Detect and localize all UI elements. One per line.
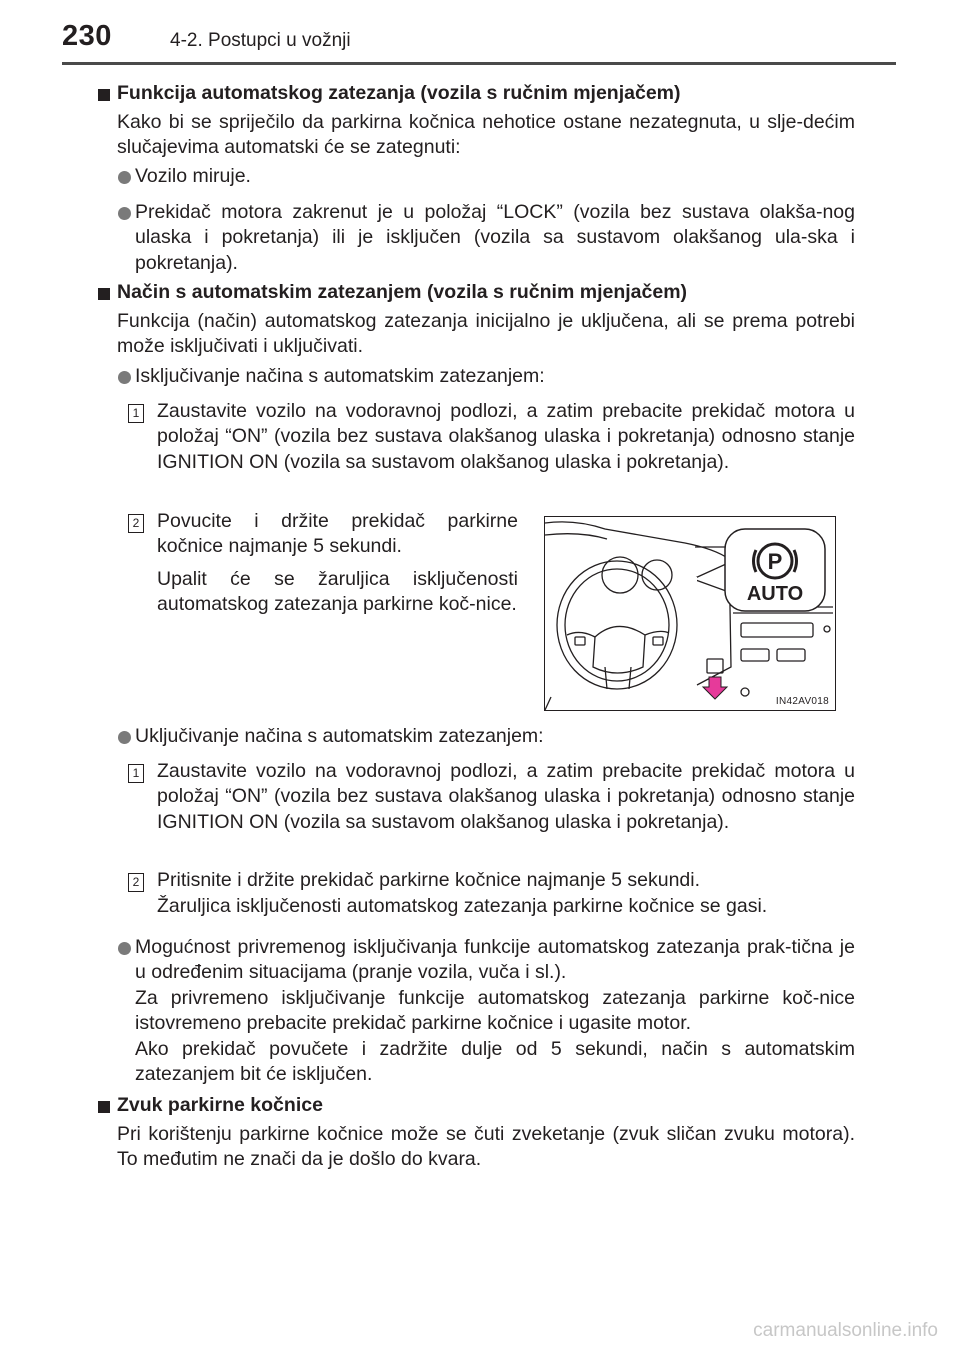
dashboard-illustration — [544, 516, 836, 711]
bullet-engine-switch: Prekidač motora zakrenut je u položaj “LOCK” (vozila bez sustava olakša-nog ulaska i pokretanja) ili je isključen (vozila sa sustavom olakšanog ula-ska i pokretanja). — [135, 201, 855, 274]
brake-sound-text: Pri korištenju parkirne kočnice može se čuti zveketanje (zvuk sličan zvuku motora). To međutim ne znači da je došlo do kvara. — [117, 1123, 855, 1171]
figure-code: IN42AV018 — [775, 696, 829, 707]
bullet-dot-icon — [118, 171, 131, 184]
heading-square-icon — [98, 288, 110, 300]
bullet-dot-icon — [118, 207, 131, 220]
step-number-box: 2 — [128, 514, 144, 533]
step-number-box: 1 — [128, 404, 144, 423]
disable-step-2: Povucite i držite prekidač parkirne kočnice najmanje 5 sekundi. — [157, 510, 518, 558]
enable-step-1: Zaustavite vozilo na vodoravnoj podlozi, a zatim prebacite prekidač motora u položaj “ON” (vozila bez sustava olakšanog ulaska i pokretanja) odnosno stanje IGNITION ON (vozila sa sustavom olakšanog ulaska i pokretanja). — [157, 760, 855, 833]
enable-step-2-line-1: Pritisnite i držite prekidač parkirne kočnice najmanje 5 sekundi. — [157, 869, 701, 891]
indicator-auto-text: AUTO — [746, 583, 804, 605]
step-number-box: 1 — [128, 764, 144, 783]
heading-square-icon — [98, 1101, 110, 1113]
disable-label: Isključivanje načina s automatskim zatezanjem: — [135, 365, 545, 387]
disable-step-1: Zaustavite vozilo na vodoravnoj podlozi, a zatim prebacite prekidač motora u položaj “ON” (vozila bez sustava olakšanog ulaska i pokretanja) odnosno stanje IGNITION ON (vozila sa sustavom olakšanog ulaska i pokretanja). — [157, 400, 855, 473]
bullet-vehicle-stationary: Vozilo miruje. — [135, 165, 251, 187]
disable-step-2-note: Upalit će se žaruljica isključenosti automatskog zatezanja parkirne koč-nice. — [157, 568, 518, 616]
heading-auto-mode: Način s automatskim zatezanjem (vozila s ručnim mjenjačem) — [117, 281, 688, 303]
section-title: 4-2. Postupci u vožnji — [170, 30, 351, 51]
page-number: 230 — [62, 20, 112, 52]
temporary-disable-how: Za privremeno isključivanje funkcije automatskog zatezanja parkirne koč-nice istovremeno prebacite prekidač parkirne kočnice i ugasite motor. — [135, 987, 855, 1035]
temporary-disable-text: Mogućnost privremenog isključivanja funkcije automatskog zatezanja prak-tična je u određenim situacijama (pranje vozila, vuča i sl.). — [135, 936, 855, 984]
step-number-box: 2 — [128, 873, 144, 892]
indicator-p-text: P — [767, 549, 783, 574]
auto-mode-text: Funkcija (način) automatskog zatezanja inicijalno je uključena, ali se prema potrebi može isključivati i uključivati. — [117, 310, 855, 358]
steering-wheel-dashboard-drawing — [545, 517, 835, 710]
header-divider — [62, 62, 896, 65]
watermark: carmanualsonline.info — [753, 1320, 938, 1341]
heading-brake-sound: Zvuk parkirne kočnice — [117, 1094, 323, 1116]
heading-auto-function: Funkcija automatskog zatezanja (vozila s ručnim mjenjačem) — [117, 82, 681, 104]
auto-function-text: Kako bi se spriječilo da parkirna kočnica nehotice ostane nezategnuta, u slje-dećim slučajevima automatski će se zategnuti: — [117, 111, 855, 159]
bullet-dot-icon — [118, 942, 131, 955]
temporary-disable-long-press: Ako prekidač povučete i zadržite dulje od 5 sekundi, način s automatskim zatezanjem bit će isključen. — [135, 1038, 855, 1086]
enable-label: Uključivanje načina s automatskim zatezanjem: — [135, 725, 544, 747]
enable-step-2-line-2: Žaruljica isključenosti automatskog zatezanja parkirne kočnice se gasi. — [157, 895, 768, 917]
heading-square-icon — [98, 89, 110, 101]
bullet-dot-icon — [118, 731, 131, 744]
bullet-dot-icon — [118, 371, 131, 384]
